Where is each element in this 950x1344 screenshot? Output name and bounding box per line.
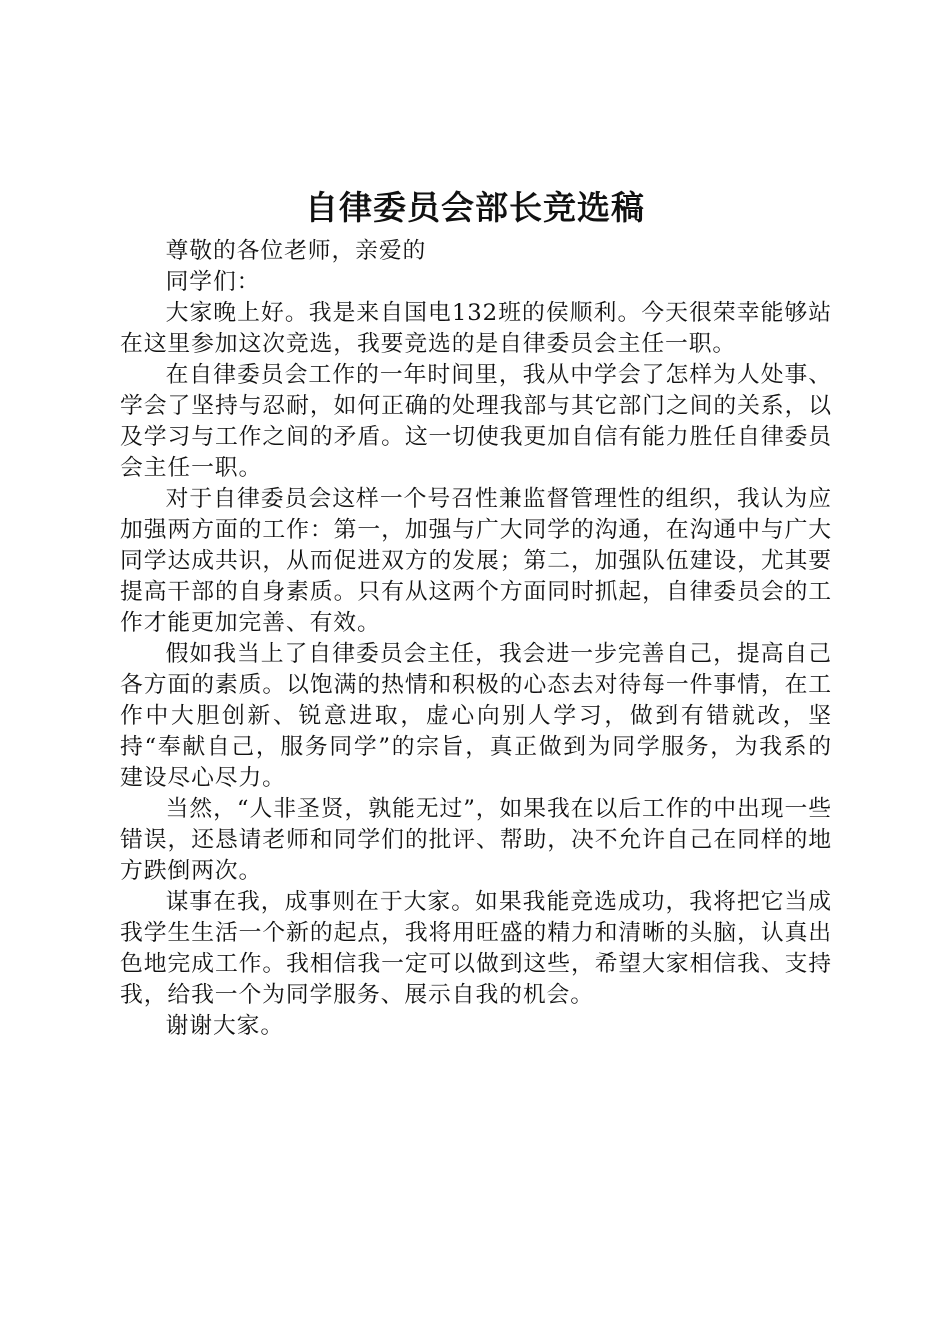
paragraph-closing: 谋事在我，成事则在于大家。如果我能竞选成功，我将把它当成我学生生活一个新的起点，我将用旺盛的精力和清晰的头脑，认真出色地完成工作。我相信我一定可以做到这些，希望大家相信我、支持我，给我一个为同学服务、展示自我的机会。 <box>120 889 832 1008</box>
document-title: 自律委员会部长竞选稿 <box>305 188 645 227</box>
paragraph-commitment: 假如我当上了自律委员会主任，我会进一步完善自己，提高自己各方面的素质。以饱满的热情和积极的心态去对待每一件事情，在工作中大胆创新、锐意进取，虚心向别人学习，做到有错就改，坚持“奉献自己，服务同学”的宗旨，真正做到为同学服务，为我系的建设尽心尽力。 <box>120 641 832 791</box>
salutation-line-1: 尊敬的各位老师，亲爱的 <box>165 238 427 264</box>
salutation-line-2: 同学们： <box>165 269 261 295</box>
paragraph-thanks: 谢谢大家。 <box>165 1013 285 1039</box>
paragraph-experience: 在自律委员会工作的一年时间里，我从中学会了怎样为人处事、学会了坚持与忍耐，如何正确的处理我部与其它部门之间的关系，以及学习与工作之间的矛盾。这一切使我更加自信有能力胜任自律委员会主任一职。 <box>120 362 832 481</box>
paragraph-intro: 大家晚上好。我是来自国电132班的侯顺利。今天很荣幸能够站在这里参加这次竞选，我要竞选的是自律委员会主任一职。 <box>120 300 832 357</box>
paragraph-humility: 当然，“人非圣贤，孰能无过”，如果我在以后工作的中出现一些错误，还恳请老师和同学们的批评、帮助，决不允许自己在同样的地方跌倒两次。 <box>120 796 832 884</box>
document-body <box>120 236 832 1042</box>
paragraph-plan: 对于自律委员会这样一个号召性兼监督管理性的组织，我认为应加强两方面的工作：第一，加强与广大同学的沟通，在沟通中与广大同学达成共识，从而促进双方的发展；第二，加强队伍建设，尤其要提高干部的自身素质。只有从这两个方面同时抓起，自律委员会的工作才能更加完善、有效。 <box>120 486 832 636</box>
